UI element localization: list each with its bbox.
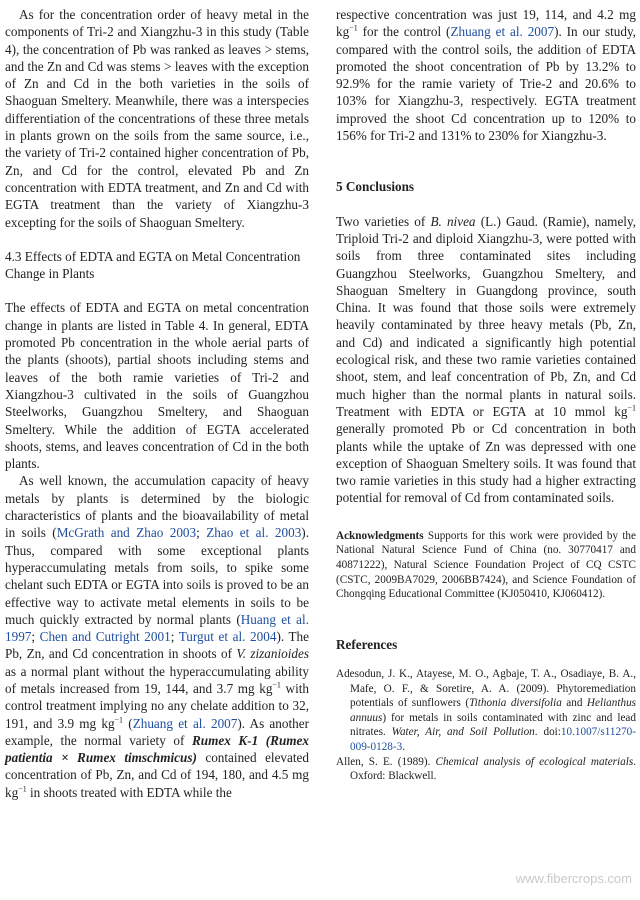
section-5-title: 5 Conclusions — [336, 179, 415, 195]
paragraph-edta-egta-effects: The effects of EDTA and EGTA on metal concentration change in plants are listed in Table 4. In general, EDTA promoted Pb concentration in the whole aerial parts of the plants (shoots), partial shoots including stems and leaves of the both ramie varieties of Tri-2 and Xiangzhou-3 cultivated in the soils of Guangzhou Steelworks, Guangzhou Smeltery, and Shaoguan Smeltery. While the addition of EGTA accelerated shoots, stems, and leaves concentration of Cd in the both plants. — [5, 300, 309, 472]
species-name: B. nivea — [430, 213, 476, 229]
reference-item: Allen, S. E. (1989). Chemical analysis of ecological materials. Oxford: Blackwell. — [336, 755, 636, 783]
reference-item: Adesodun, J. K., Atayese, M. O., Agbaje, T. A., Osadiaye, B. A., Mafe, O. F., & Soretire, A. A. (2009). Phytoremediation potentials of sunflowers (Tithonia diversifolia and Helianthus annuus) for metals in soils contaminated with zinc and lead nitrates. Water, Air, and Soil Pollution. doi:10.1007/s11270-009-0128-3. — [336, 667, 637, 753]
paragraph-concentration-order: As for the concentration order of heavy metal in the components of Tri-2 and Xiangzhu-3 in this study (Table 4), the concentration of Pb was ranked as leaves > stems, and the Zn and Cd was stems > leaves with the exception of Zn and Cd in the both varieties in the soils of Shaoguan Smeltery. Meanwhile, there was a interspecies differentiation of the concentrations of these three metals in plants grown on the soils from the same source, i.e., the variety of Tri-2 contained higher concentration of Pb, Zn, and Cd for the control, elevated Pb and Zn concentration with EDTA treatment, and Zn and Cd with EGTA treatment than the variety of Xiangzhu-3 excepting for the soils of Shaoguan Smeltery. — [5, 7, 309, 230]
right-column — [336, 6, 636, 784]
doi-link[interactable]: 10.1007/s11270-009-0128-3 — [350, 726, 637, 753]
paragraph-conclusions: Two varieties of B. nivea (L.) Gaud. (Ramie), namely, Triploid Tri-2 and diploid Xiangzhu-3, were potted with soils from three contaminated sites including Guangzhou Steelworks, Guangzhou Smeltery, and Shaoguan Smeltery in Guangdong province, south China. It was found that those soils were extremely heavily contaminated by three heavy metals (Pb, Zn, and Cd) and indicated a significantly high potential ecological risk, and these two ramie varieties contained shoot, stem, and leaf concentration of Pb, Zn, and Cd much higher than the normal plants in natural soils. Treatment with EDTA or EGTA at 10 mmol $kg^{-1}$ generally promoted Pb or Cd concentration in both plants while the uptake of Zn was depressed with one exception of Shaoguan Smeltery soils. It was found that two ramie varieties in this study had a higher extracting potential for removal of Cd from contaminated soils. — [336, 213, 636, 506]
species-name: Rumex K-1 (Rumex patientia × Rumex timschmicus) — [5, 732, 310, 766]
citation-link[interactable]: Huang et al. 1997 — [5, 611, 309, 645]
citation-link[interactable]: Zhao et al. 2003 — [206, 525, 302, 541]
paragraph-accumulation-capacity: As well known, the accumulation capacity of heavy metals by plants is determined by the biologic characteristics of plants and the bioavailability of metal in soils (McGrath and Zhao 2003; Zhao et al. 2003). Thus, compared with some exceptional plants hyperaccumulating metals from soils, to spike some chelant such EDTA or EGTA into soils is proved to be an effective way to activate metal elements in soils to be much quickly extracted by normal plants (Huang et al. 1997; Chen and Cutright 2001; Turgut et al. 2004). The Pb, Zn, and Cd concentration in shoots of V. zizanioides as a normal plant without the hyperaccumulating ability of metals increased from 19, 144, and 3.7 mg $kg^{-1}$ with control treatment implying no any chelate addition to 32, 191, and 3.9 mg $kg^{-1}$ (Zhuang et al. 2007). As another example, the normal variety of Rumex K-1 (Rumex patientia × Rumex timschmicus) contained elevated concentration of Pb, Zn, and Cd of 194, 180, and 4.5 mg $kg^{-1}$ in shoots treated with EDTA while the — [5, 473, 310, 800]
paragraph-respective-concentration: respective concentration was just 19, 114, and 4.2 mg $kg^{-1}$ for the control (Zhuang et al. 2007). In our study, compared with the control soils, the addition of EDTA promoted the shoot concentration of Pb by 13.2% to 92.9% for the ramie variety of Trie-2 and 20.6% to 103% for Xiangzhu-3, respectively. EGTA treatment improved the shoot Cd concentration up to 120% to 156% for Tri-2 and 131% to 230% for Xiangzhu-3. — [336, 7, 636, 144]
acknowledgments-label: Acknowledgments — [336, 529, 424, 542]
section-4-3-title: 4.3 Effects of EDTA and EGTA on Metal Concentration Change in Plants — [5, 248, 301, 282]
citation-link[interactable]: Chen and Cutright 2001 — [39, 629, 171, 645]
book-title: Chemical analysis of ecological materials — [435, 755, 634, 768]
left-column — [5, 6, 309, 801]
acknowledgments: Acknowledgments Supports for this work were provided by the National Natural Science Fund of China (no. 30770417 and 40871222), Natural Science Foundation Project of CQ CSTC (CSTC, 2009BA7029, 2006BB7424), and Science Foundation of Chongqing Educational Committee (KJ050410, KJ060412). — [336, 529, 636, 601]
species-name: V. zizanioides — [236, 646, 309, 662]
watermark: www.fibercrops.com — [515, 871, 632, 886]
references-title: References — [336, 636, 398, 652]
journal-name: Water, Air, and Soil Pollution — [391, 726, 535, 739]
citation-link[interactable]: Zhuang et al. 2007 — [132, 715, 238, 731]
citation-link[interactable]: Zhuang et al. 2007 — [450, 24, 555, 40]
citation-link[interactable]: Turgut et al. 2004 — [178, 629, 277, 645]
citation-link[interactable]: McGrath and Zhao 2003 — [56, 525, 197, 541]
